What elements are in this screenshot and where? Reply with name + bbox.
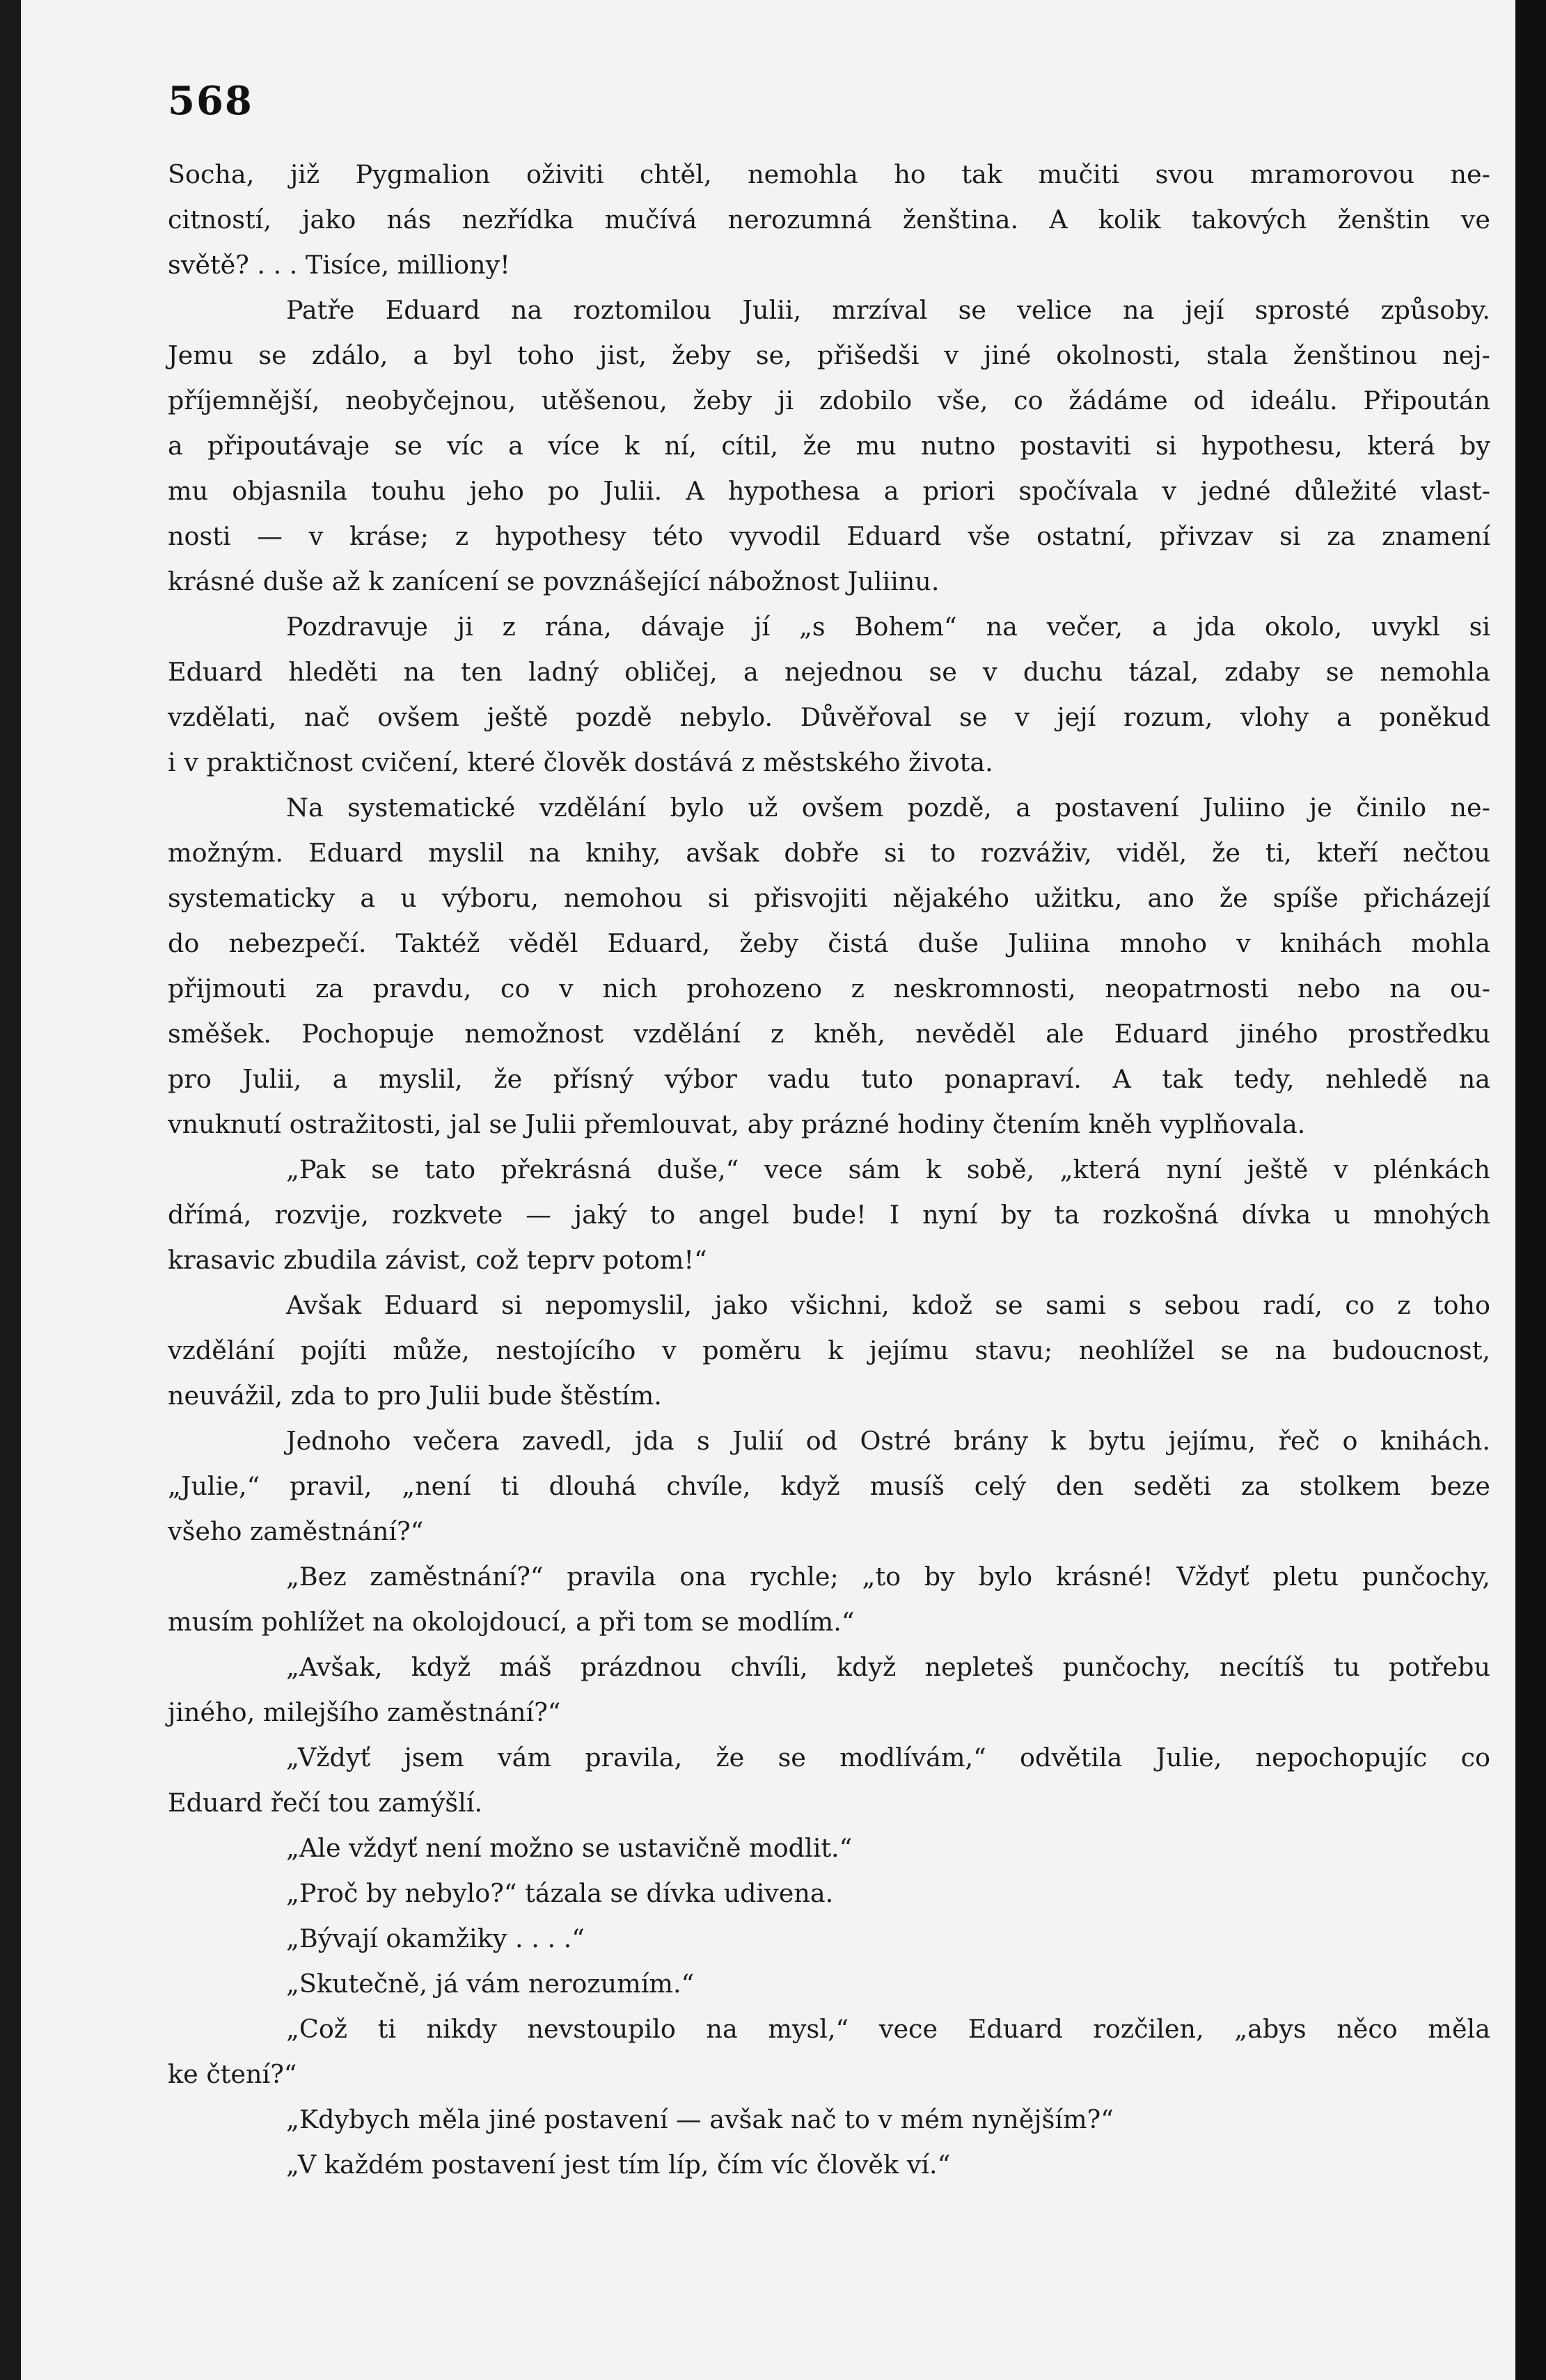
paragraph bbox=[168, 1871, 1490, 1916]
paragraph bbox=[168, 1735, 1490, 1825]
paragraph bbox=[168, 1916, 1490, 1961]
text-line: směšek. Pochopuje nemožnost vzdělání z kněh, nevěděl ale Eduard jiného prostředku bbox=[168, 1019, 1490, 1049]
paragraph bbox=[168, 1283, 1490, 1418]
paragraph bbox=[168, 1961, 1490, 2006]
text-line: příjemnější, neobyčejnou, utěšenou, žeby ji zdobilo vše, co žádáme od ideálu. Připoután bbox=[168, 386, 1490, 415]
book-page bbox=[21, 0, 1515, 2380]
paragraph bbox=[168, 1554, 1490, 1644]
text-line: „Skutečně, já vám nerozumím.“ bbox=[286, 1969, 695, 1999]
text-line: Patře Eduard na roztomilou Julii, mrzíval se velice na její sprosté způsoby. bbox=[286, 295, 1490, 325]
text-line: světě? . . . Tisíce, milliony! bbox=[168, 250, 510, 280]
text-line: možným. Eduard myslil na knihy, avšak dobře si to rozváživ, viděl, že ti, kteří nečtou bbox=[168, 838, 1490, 868]
text-line: i v praktičnost cvičení, které člověk dostává z městského života. bbox=[168, 747, 993, 777]
text-line: krásné duše až k zanícení se povznášející nábožnost Juliinu. bbox=[168, 566, 940, 596]
text-line: a připoutávaje se víc a více k ní, cítil, že mu nutno postaviti si hypothesu, která by bbox=[168, 431, 1490, 461]
paragraph bbox=[168, 1825, 1490, 1871]
text-line: jiného, milejšího zaměstnání?“ bbox=[168, 1697, 561, 1727]
text-line: pro Julii, a myslil, že přísný výbor vadu tuto ponapraví. A tak tedy, nehledě na bbox=[168, 1064, 1490, 1094]
text-line: Jednoho večera zavedl, jda s Julií od Ostré brány k bytu jejímu, řeč o knihách. bbox=[286, 1426, 1490, 1456]
text-line: Na systematické vzdělání bylo už ovšem pozdě, a postavení Juliino je činilo ne- bbox=[286, 793, 1490, 823]
paragraph bbox=[168, 1644, 1490, 1735]
text-line: Jemu se zdálo, a byl toho jist, žeby se, přišedši v jiné okolnosti, stala ženštinou nej- bbox=[168, 340, 1490, 370]
text-line: „Ale vždyť není možno se ustavičně modlit.“ bbox=[286, 1833, 853, 1863]
text-line: „Proč by nebylo?“ tázala se dívka udivena. bbox=[286, 1878, 834, 1908]
text-line: „Vždyť jsem vám pravila, že se modlívám,“ odvětila Julie, nepochopujíc co bbox=[286, 1743, 1490, 1772]
paragraph bbox=[168, 2097, 1490, 2142]
text-line: Pozdravuje ji z rána, dávaje jí „s Bohem“ na večer, a jda okolo, uvykl si bbox=[286, 612, 1490, 642]
text-line: citností, jako nás nezřídka mučívá nerozumná ženština. A kolik takových ženštin ve bbox=[168, 205, 1490, 235]
paragraph bbox=[168, 1418, 1490, 1554]
text-line: Avšak Eduard si nepomyslil, jako všichni, kdož se sami s sebou radí, co z toho bbox=[286, 1290, 1490, 1320]
text-line: krasavic zbudila závist, což teprv potom!“ bbox=[168, 1245, 707, 1275]
body-text bbox=[168, 152, 1490, 2187]
text-line: „Kdybych měla jiné postavení — avšak nač to v mém nynějším?“ bbox=[286, 2104, 1114, 2134]
text-line: přijmouti za pravdu, co v nich prohozeno z neskromnosti, neopatrnosti nebo na ou- bbox=[168, 974, 1490, 1003]
text-line: vzdělati, nač ovšem ještě pozdě nebylo. Důvěřoval se v její rozum, vlohy a poněkud bbox=[168, 702, 1490, 732]
text-line: do nebezpečí. Taktéž věděl Eduard, žeby čistá duše Juliina mnoho v knihách mohla bbox=[168, 928, 1490, 958]
text-line: „Bývají okamžiky . . . .“ bbox=[286, 1923, 585, 1953]
text-line: „Což ti nikdy nevstoupilo na mysl,“ vece Eduard rozčilen, „abys něco měla bbox=[286, 2014, 1490, 2044]
scan-border-left bbox=[0, 0, 21, 2380]
paragraph bbox=[168, 2006, 1490, 2097]
text-line: „Bez zaměstnání?“ pravila ona rychle; „to by bylo krásné! Vždyť pletu punčochy, bbox=[286, 1562, 1490, 1592]
text-line: musím pohlížet na okolojdoucí, a při tom se modlím.“ bbox=[168, 1607, 855, 1637]
text-line: vnuknutí ostražitosti, jal se Julii přemlouvat, aby prázné hodiny čtením kněh vyplňovala. bbox=[168, 1109, 1306, 1139]
text-line: Socha, již Pygmalion oživiti chtěl, nemohla ho tak mučiti svou mramorovou ne- bbox=[168, 159, 1490, 189]
text-line: ke čtení?“ bbox=[168, 2059, 297, 2089]
text-line: „Pak se tato překrásná duše,“ vece sám k sobě, „která nyní ještě v plénkách bbox=[286, 1155, 1490, 1184]
paragraph bbox=[168, 1147, 1490, 1283]
paragraph bbox=[168, 785, 1490, 1147]
text-line: „Avšak, když máš prázdnou chvíli, když nepleteš punčochy, necítíš tu potřebu bbox=[286, 1652, 1490, 1682]
text-line: mu objasnila touhu jeho po Julii. A hypothesa a priori spočívala v jedné důležité vlast- bbox=[168, 476, 1490, 506]
paragraph bbox=[168, 2142, 1490, 2187]
paragraph bbox=[168, 287, 1490, 604]
text-line: Eduard řečí tou zamýšlí. bbox=[168, 1788, 483, 1818]
text-line: systematicky a u výboru, nemohou si přisvojiti nějakého užitku, ano že spíše přicházejí bbox=[168, 883, 1490, 913]
page-number: 568 bbox=[168, 78, 253, 124]
text-line: Eduard hleděti na ten ladný obličej, a nejednou se v duchu tázal, zdaby se nemohla bbox=[168, 657, 1490, 687]
scan-border-right bbox=[1515, 0, 1546, 2380]
text-line: „Julie,“ pravil, „není ti dlouhá chvíle, když musíš celý den seděti za stolkem beze bbox=[168, 1471, 1490, 1501]
text-line: neuvážil, zda to pro Julii bude štěstím. bbox=[168, 1381, 662, 1411]
text-line: „V každém postavení jest tím líp, čím víc člověk ví.“ bbox=[286, 2150, 951, 2180]
text-line: dřímá, rozvije, rozkvete — jaký to angel bude! I nyní by ta rozkošná dívka u mnohých bbox=[168, 1200, 1490, 1230]
text-line: vzdělání pojíti může, nestojícího v poměru k jejímu stavu; neohlížel se na budoucnost, bbox=[168, 1335, 1490, 1365]
text-line: nosti — v kráse; z hypothesy této vyvodil Eduard vše ostatní, přivzav si za znamení bbox=[168, 521, 1490, 551]
paragraph bbox=[168, 604, 1490, 785]
paragraph bbox=[168, 152, 1490, 287]
text-line: všeho zaměstnání?“ bbox=[168, 1516, 424, 1546]
